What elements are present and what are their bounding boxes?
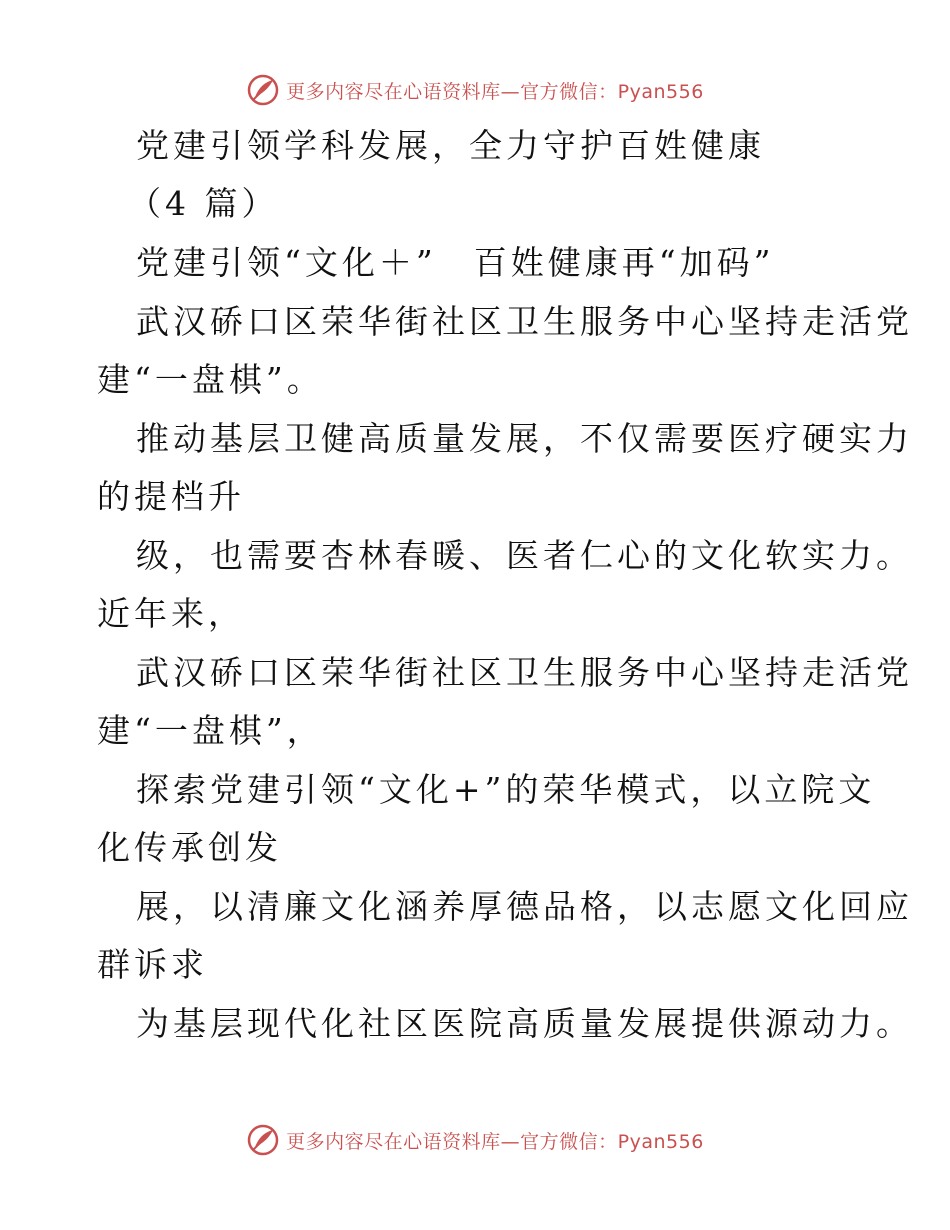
section-heading: 党建引领“文化＋” 百姓健康再“加码”	[136, 243, 775, 282]
paragraph-line: 建“一盘棋”。	[97, 360, 324, 399]
paragraph-line: 推动基层卫健高质量发展，不仅需要医疗硬实力	[136, 419, 913, 458]
paragraph-line: 探索党建引领“文化+”的荣华模式，以立院文	[136, 770, 876, 809]
footer-banner	[0, 1120, 950, 1160]
header-banner-text: 更多内容尽在心语资料库—官方微信：Pyan556	[286, 80, 704, 103]
footer-banner-text: 更多内容尽在心语资料库—官方微信：Pyan556	[286, 1130, 704, 1153]
paragraph-line: 群诉求	[97, 945, 208, 984]
paragraph-line: 建“一盘棋”，	[97, 711, 324, 750]
paragraph-line: 近年来，	[97, 594, 245, 633]
document-subtitle: （4 篇）	[128, 184, 279, 223]
paragraph-line: 展，以清廉文化涵养厚德品格，以志愿文化回应	[136, 887, 913, 926]
document-title: 党建引领学科发展，全力守护百姓健康	[136, 126, 765, 165]
footer-banner-inner	[246, 1123, 704, 1157]
paragraph-line: 武汉硚口区荣华街社区卫生服务中心坚持走活党	[136, 653, 913, 692]
paragraph-line: 化传承创发	[97, 828, 282, 867]
feather-pen-logo-icon	[246, 1123, 280, 1157]
paragraph-line: 级，也需要杏林春暖、医者仁心的文化软实力。	[136, 536, 913, 575]
paragraph-line: 为基层现代化社区医院高质量发展提供源动力。	[136, 1004, 913, 1043]
paragraph-line: 武汉硚口区荣华街社区卫生服务中心坚持走活党	[136, 302, 913, 341]
paragraph-line: 的提档升	[97, 477, 245, 516]
